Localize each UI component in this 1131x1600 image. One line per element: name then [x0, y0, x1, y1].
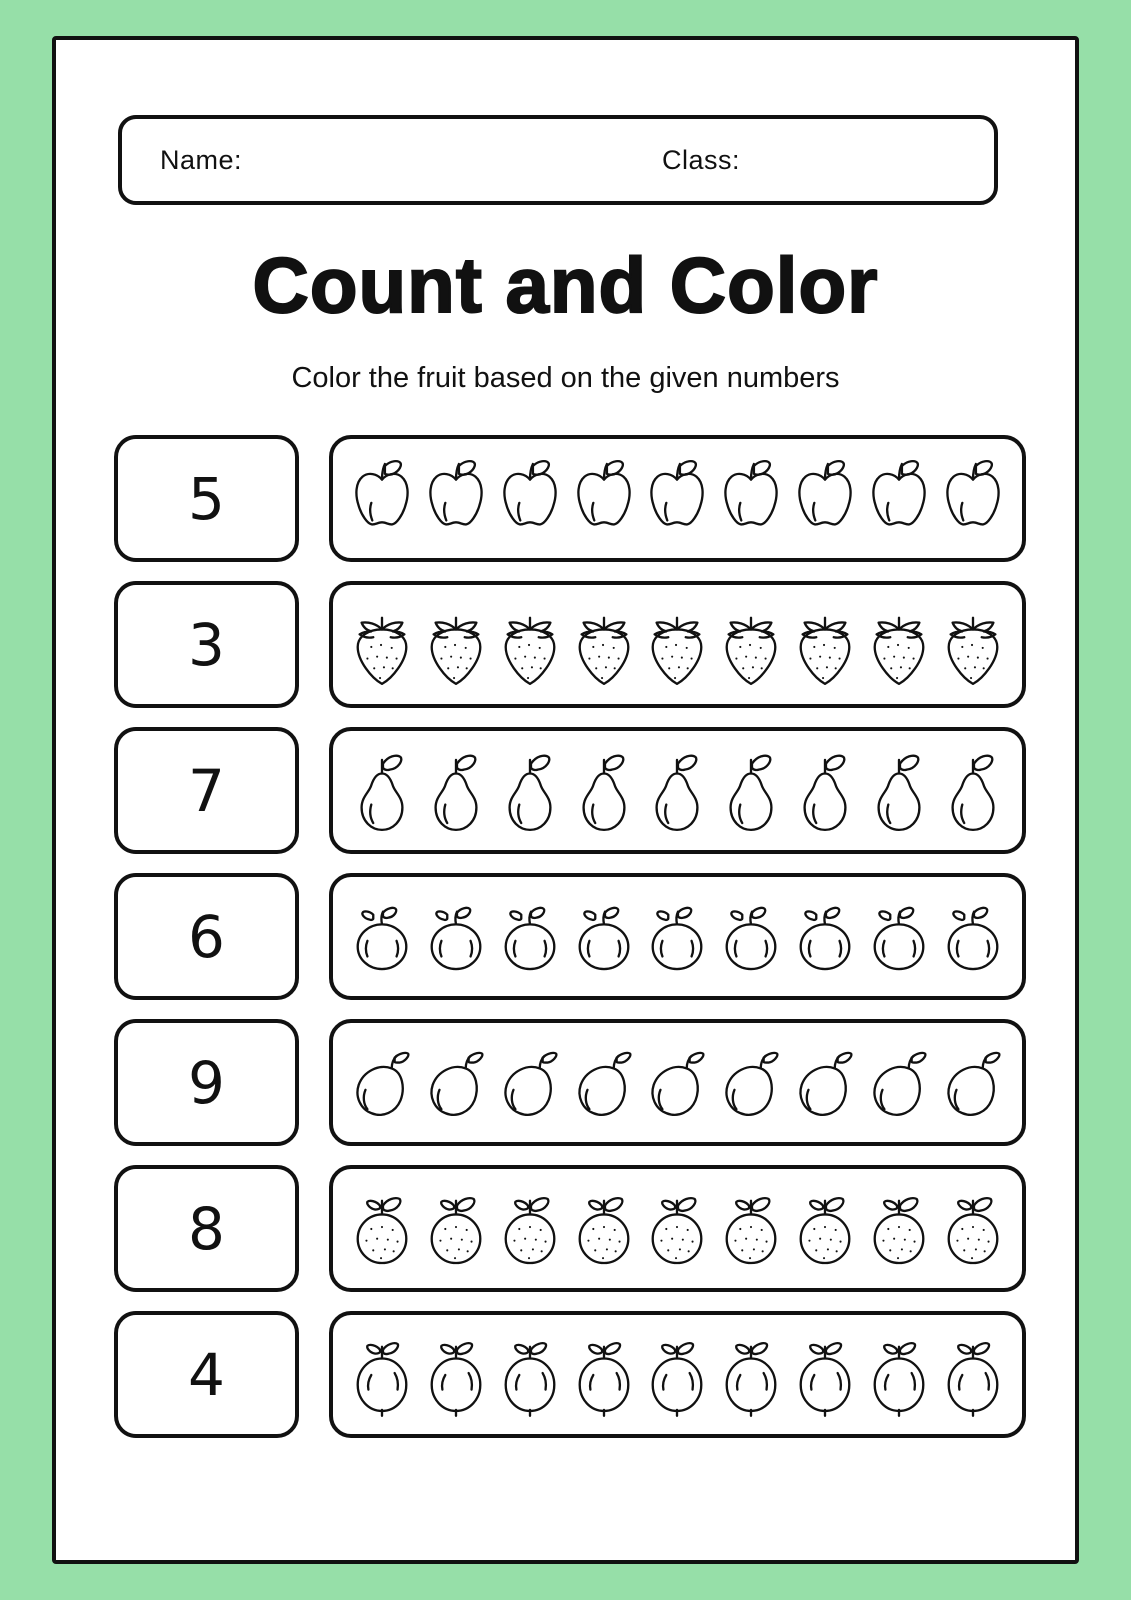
pear-icon[interactable] [643, 743, 711, 839]
mango-icon[interactable] [865, 1035, 933, 1131]
strawberry-icon[interactable] [717, 597, 785, 693]
plum-icon[interactable] [939, 889, 1007, 985]
number-value: 4 [188, 1340, 225, 1409]
fruit-strip [329, 873, 1026, 1000]
page-title: Count and Color [252, 241, 879, 329]
plum-icon[interactable] [348, 889, 416, 985]
lemon-icon[interactable] [496, 1327, 564, 1423]
pear-icon[interactable] [496, 743, 564, 839]
orange-icon[interactable] [939, 1181, 1007, 1277]
fruit-strip [329, 1019, 1026, 1146]
lemon-icon[interactable] [570, 1327, 638, 1423]
page-subtitle: Color the fruit based on the given numbers [291, 362, 840, 394]
number-value: 7 [188, 756, 225, 825]
number-value: 8 [188, 1194, 225, 1263]
strawberry-icon[interactable] [791, 597, 859, 693]
mango-icon[interactable] [939, 1035, 1007, 1131]
worksheet-row [114, 724, 1026, 857]
worksheet-page [52, 36, 1079, 1564]
number-value: 5 [188, 464, 225, 533]
lemon-icon[interactable] [643, 1327, 711, 1423]
mango-icon[interactable] [422, 1035, 490, 1131]
strawberry-icon[interactable] [865, 597, 933, 693]
apple-icon[interactable] [717, 451, 785, 547]
worksheet-row [114, 432, 1026, 565]
class-label: Class: [662, 145, 741, 175]
worksheet-row [114, 578, 1026, 711]
orange-icon[interactable] [791, 1181, 859, 1277]
strawberry-icon[interactable] [570, 597, 638, 693]
pear-icon[interactable] [570, 743, 638, 839]
apple-icon[interactable] [348, 451, 416, 547]
plum-icon[interactable] [496, 889, 564, 985]
number-value: 6 [188, 902, 225, 971]
number-value: 9 [188, 1048, 225, 1117]
plum-icon[interactable] [422, 889, 490, 985]
strawberry-icon[interactable] [496, 597, 564, 693]
lemon-icon[interactable] [422, 1327, 490, 1423]
worksheet-row [114, 870, 1026, 1003]
apple-icon[interactable] [865, 451, 933, 547]
mango-icon[interactable] [348, 1035, 416, 1131]
fruit-strip [329, 1311, 1026, 1438]
number-box [114, 727, 299, 854]
strawberry-icon[interactable] [422, 597, 490, 693]
orange-icon[interactable] [865, 1181, 933, 1277]
name-label: Name: [160, 145, 243, 175]
worksheet-rows [114, 432, 1026, 1454]
fruit-strip [329, 435, 1026, 562]
mango-icon[interactable] [717, 1035, 785, 1131]
fruit-strip [329, 1165, 1026, 1292]
strawberry-icon[interactable] [643, 597, 711, 693]
pear-icon[interactable] [791, 743, 859, 839]
lemon-icon[interactable] [865, 1327, 933, 1423]
mango-icon[interactable] [496, 1035, 564, 1131]
worksheet-row [114, 1162, 1026, 1295]
pear-icon[interactable] [422, 743, 490, 839]
apple-icon[interactable] [791, 451, 859, 547]
orange-icon[interactable] [643, 1181, 711, 1277]
lemon-icon[interactable] [717, 1327, 785, 1423]
pear-icon[interactable] [865, 743, 933, 839]
plum-icon[interactable] [643, 889, 711, 985]
plum-icon[interactable] [717, 889, 785, 985]
pear-icon[interactable] [939, 743, 1007, 839]
name-class-bar [118, 115, 998, 205]
lemon-icon[interactable] [791, 1327, 859, 1423]
worksheet-row [114, 1016, 1026, 1149]
number-box [114, 1019, 299, 1146]
apple-icon[interactable] [939, 451, 1007, 547]
strawberry-icon[interactable] [939, 597, 1007, 693]
worksheet-row [114, 1308, 1026, 1441]
strawberry-icon[interactable] [348, 597, 416, 693]
apple-icon[interactable] [643, 451, 711, 547]
plum-icon[interactable] [865, 889, 933, 985]
plum-icon[interactable] [791, 889, 859, 985]
orange-icon[interactable] [496, 1181, 564, 1277]
fruit-strip [329, 727, 1026, 854]
orange-icon[interactable] [348, 1181, 416, 1277]
number-box [114, 1311, 299, 1438]
mango-icon[interactable] [791, 1035, 859, 1131]
pear-icon[interactable] [348, 743, 416, 839]
number-value: 3 [188, 610, 225, 679]
apple-icon[interactable] [570, 451, 638, 547]
apple-icon[interactable] [496, 451, 564, 547]
pear-icon[interactable] [717, 743, 785, 839]
mango-icon[interactable] [643, 1035, 711, 1131]
number-box [114, 581, 299, 708]
orange-icon[interactable] [717, 1181, 785, 1277]
lemon-icon[interactable] [348, 1327, 416, 1423]
number-box [114, 873, 299, 1000]
plum-icon[interactable] [570, 889, 638, 985]
mango-icon[interactable] [570, 1035, 638, 1131]
apple-icon[interactable] [422, 451, 490, 547]
lemon-icon[interactable] [939, 1327, 1007, 1423]
orange-icon[interactable] [570, 1181, 638, 1277]
fruit-strip [329, 581, 1026, 708]
orange-icon[interactable] [422, 1181, 490, 1277]
number-box [114, 1165, 299, 1292]
number-box [114, 435, 299, 562]
